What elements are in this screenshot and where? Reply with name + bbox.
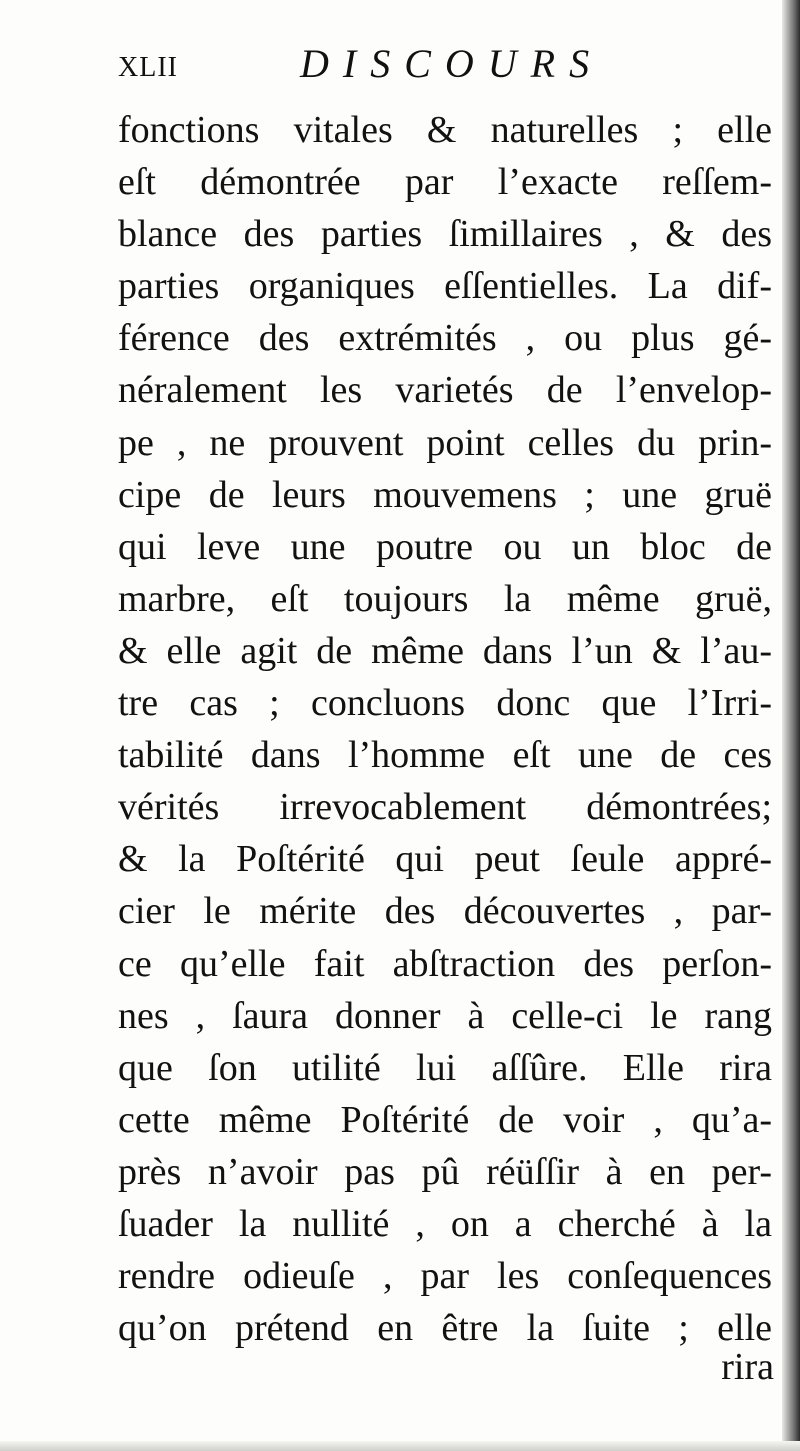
- page-edge-shadow: [782, 0, 800, 1451]
- text-line: qui leve une poutre ou un bloc de: [118, 525, 772, 568]
- body-text: [118, 104, 772, 1354]
- text-line: & la Poſtérité qui peut ſeule appré-: [118, 838, 772, 881]
- text-line: fonctions vitales & naturelles ; elle: [118, 109, 772, 151]
- text-line: cette même Poſtérité de voir , qu’a-: [118, 1098, 772, 1141]
- text-line: pe , ne prouvent point celles du prin-: [118, 421, 772, 464]
- text-line: blance des parties ſimillaires , & des: [118, 213, 772, 256]
- text-line: vérités irrevocablement démontrées;: [118, 786, 772, 829]
- text-line: & elle agit de même dans l’un & l’au-: [118, 629, 772, 672]
- text-line: tabilité dans l’homme eſt une de ces: [118, 734, 772, 777]
- text-line: près n’avoir pas pû réüſſir à en per-: [118, 1150, 772, 1193]
- text-line: nes , ſaura donner à celle-ci le rang: [118, 994, 772, 1037]
- text-line: cier le mérite des découvertes , par-: [118, 890, 772, 933]
- text-line: ſuader la nullité , on a cherché à la: [118, 1202, 772, 1245]
- text-line: tre cas ; concluons donc que l’Irri-: [118, 682, 772, 725]
- text-line: que ſon utilité lui aſſûre. Elle rira: [118, 1046, 772, 1089]
- text-line: eſt démontrée par l’exacte reſſem-: [118, 161, 772, 204]
- text-line: marbre, eſt toujours la même gruë,: [118, 577, 772, 620]
- catchword: rira: [721, 1346, 774, 1388]
- running-head: [118, 38, 758, 98]
- page-number: XLII: [118, 52, 178, 83]
- text-line: ce qu’elle fait abſtraction des perſon-: [118, 942, 772, 985]
- text-line: néralement les varietés de l’envelop-: [118, 369, 772, 412]
- text-line: rendre odieuſe , par les conſequences: [118, 1255, 772, 1298]
- text-line: férence des extrémités , ou plus gé-: [118, 317, 772, 360]
- text-line: parties organiques eſſentielles. La dif-: [118, 265, 772, 308]
- text-line: cipe de leurs mouvemens ; une gruë: [118, 473, 772, 516]
- page-bottom-edge: [0, 1441, 800, 1451]
- text-line: qu’on prétend en être la ſuite ; elle: [118, 1307, 772, 1350]
- running-title: DISCOURS: [300, 41, 604, 86]
